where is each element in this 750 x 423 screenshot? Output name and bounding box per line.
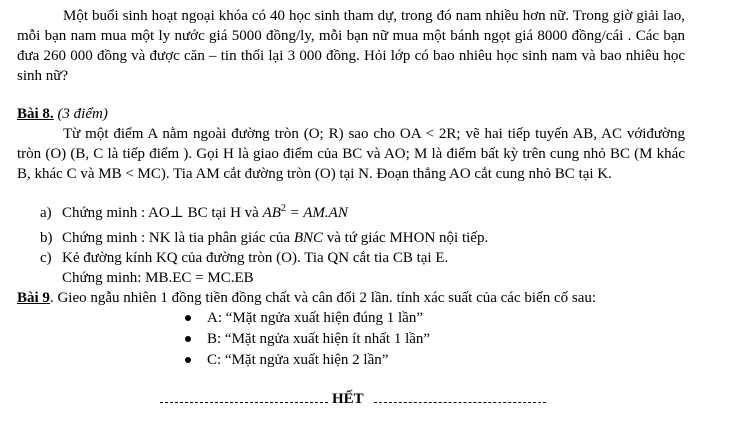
problem-8-statement: Từ một điểm A nằm ngoài đường tròn (O; R) sao cho OA < 2R; vẽ hai tiếp tuyến AB, AC vớiđường tròn (O) (B, C là tiếp điểm ). Gọi H là giao điểm của BC và AO; M là điểm bất kỳ trên cung nhỏ BC (M khác B, khác C và MB < MC). Tia AM cắt đường tròn (O) tại N. Đoạn thẳng AO cắt cung nhỏ BC tại K. [17,126,685,182]
event-c: C: “Mặt ngửa xuất hiện 2 lần” [207,352,389,368]
problem-8-part-c [40,248,685,268]
event-b: B: “Mặt ngửa xuất hiện ít nhất 1 lần” [207,331,431,347]
problem-8-part-b [40,228,685,248]
problem-8-points: (3 điểm) [57,106,108,122]
end-text: HẾT [332,391,364,407]
bullet-icon [185,357,191,363]
bullet-icon [185,315,191,321]
problem-9-number: Bài 9 [17,290,50,306]
bullet-icon [185,336,191,342]
part-b-text: Chứng minh : NK là tia phân giác của [62,230,294,246]
divider-right [374,402,546,403]
part-b-text-2: và tứ giác MHON nội tiếp. [323,230,489,246]
part-a-math-exponent: 2 [280,203,286,214]
part-b-label: b) [40,230,53,246]
part-a-math-right: = AM.AN [285,205,348,221]
problem-7-text: Một buổi sinh hoạt ngoại khóa có 40 học sinh tham dự, trong đó nam nhiều hơn nữ. Trong giờ giải lao, mỗi bạn nam mua một ly nước giá 5000 đồng/ly, mỗi bạn nữ mua một bánh ngọt giá 8000 đồng/cái . Các bạn đưa 260 000 đồng và được căn – tin thối lại 3 000 đồng. Hỏi lớp có bao nhiêu học sinh nam và bao nhiêu học sinh nữ? [17,8,685,84]
event-list [185,308,430,371]
part-a-label: a) [40,205,52,221]
problem-8-heading [17,104,108,124]
part-a-text: Chứng minh : AO⊥ BC tại H và [62,205,263,221]
list-item [185,350,430,371]
end-marker [160,389,546,409]
part-c-label: c) [40,250,52,266]
part-b-angle: BNC [293,230,324,246]
list-item [185,329,430,350]
problem-8-number: Bài 8. [17,106,54,122]
list-item [185,308,430,329]
part-c-text: Kẻ đường kính KQ của đường tròn (O). Tia QN cắt tia CB tại E. [62,250,449,266]
problem-9-statement: . Gieo ngẫu nhiên 1 đồng tiền đồng chất và cân đối 2 lần. tính xác suất của các biến cố sau: [49,290,597,306]
problem-9-text [17,288,707,308]
problem-8-part-a [40,203,685,223]
part-a-math-left: AB [262,205,281,221]
part-c-proof: Chứng minh: MB.EC = MC.EB [62,270,254,286]
event-a: A: “Mặt ngửa xuất hiện đúng 1 lần” [207,310,423,326]
divider-left [160,402,328,403]
